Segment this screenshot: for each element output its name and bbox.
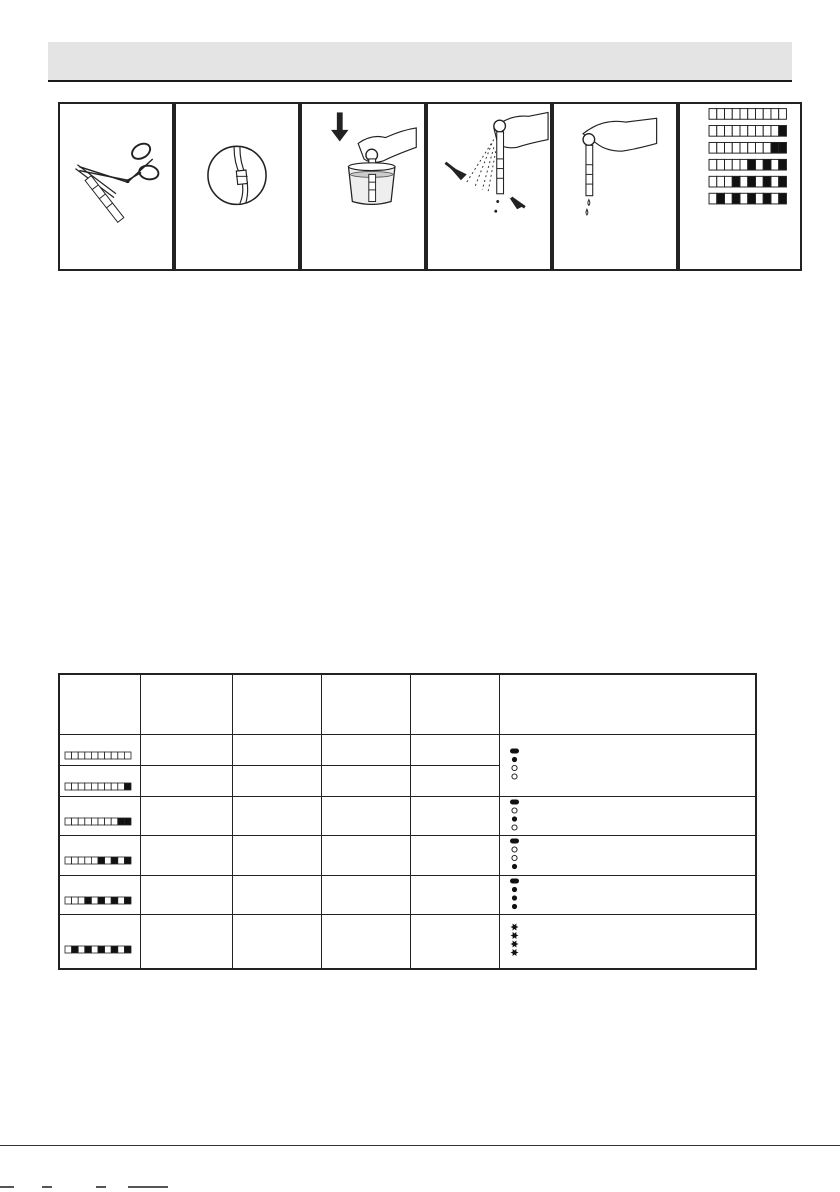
chart-key-strip [709, 109, 786, 120]
scissors-and-strip-icon [60, 104, 172, 269]
step-4-panel [426, 102, 552, 271]
value-cell [233, 835, 322, 875]
table-header-cell [322, 674, 411, 734]
crop-marks [0, 1186, 200, 1192]
value-cell [322, 796, 411, 835]
value-cell [141, 835, 233, 875]
test-strip-icon [64, 896, 132, 906]
indicator-lights-icon [506, 837, 526, 873]
step-1-panel [58, 102, 174, 271]
test-strip-icon [64, 782, 132, 792]
indicator-cell [500, 875, 757, 914]
chart-key-strip [709, 193, 786, 204]
value-cell [322, 835, 411, 875]
chart-key-strip [709, 142, 786, 153]
water-hardness-table [58, 673, 757, 970]
table-header-cell [233, 674, 322, 734]
value-cell [141, 914, 233, 969]
value-cell [322, 765, 411, 796]
table-header-cell [500, 674, 757, 734]
value-cell [233, 734, 322, 765]
value-cell [411, 796, 500, 835]
value-cell [322, 875, 411, 914]
color-chart-icon [680, 104, 800, 269]
test-strip-icon [64, 856, 132, 866]
indicator-cell [500, 796, 757, 835]
footer-divider [0, 1145, 840, 1146]
value-cell [322, 734, 411, 765]
dip-strip-in-water-icon [302, 104, 424, 269]
value-cell [411, 875, 500, 914]
test-strip-icon [64, 751, 132, 761]
indicator-lights-icon [506, 923, 526, 959]
value-cell [141, 765, 233, 796]
indicator-lights-icon [506, 747, 526, 783]
chart-key-strip [709, 159, 786, 170]
table-row [59, 796, 756, 835]
strip-cell [59, 796, 141, 835]
value-cell [141, 734, 233, 765]
indicator-cell [500, 734, 757, 796]
table-header-cell [59, 674, 141, 734]
test-strip-icon [64, 817, 132, 827]
step-5-panel [552, 102, 678, 271]
table-header-cell [411, 674, 500, 734]
value-cell [411, 734, 500, 765]
instruction-strip [58, 102, 802, 273]
table-row [59, 914, 756, 969]
table-row [59, 734, 756, 765]
strip-cell [59, 875, 141, 914]
shake-strip-icon [428, 104, 550, 269]
strip-cell [59, 914, 141, 969]
page-header-bar [48, 42, 792, 82]
strip-magnifier-icon [176, 104, 298, 269]
value-cell [322, 914, 411, 969]
value-cell [233, 796, 322, 835]
step-2-panel [174, 102, 300, 271]
drip-strip-icon [554, 104, 676, 269]
step-3-panel [300, 102, 426, 271]
table-header-cell [141, 674, 233, 734]
indicator-lights-icon [506, 877, 526, 913]
strip-cell [59, 734, 141, 765]
value-cell [233, 875, 322, 914]
table-row [59, 835, 756, 875]
indicator-lights-icon [506, 798, 526, 834]
value-cell [411, 765, 500, 796]
table-row [59, 875, 756, 914]
chart-key-strip [709, 176, 786, 187]
value-cell [233, 914, 322, 969]
strip-cell [59, 835, 141, 875]
value-cell [411, 914, 500, 969]
value-cell [411, 835, 500, 875]
value-cell [141, 875, 233, 914]
chart-key-strip [709, 126, 786, 137]
indicator-cell [500, 914, 757, 969]
value-cell [233, 765, 322, 796]
step-6-panel [678, 102, 802, 271]
table-header-row [59, 674, 756, 734]
strip-cell [59, 765, 141, 796]
indicator-cell [500, 835, 757, 875]
value-cell [141, 796, 233, 835]
test-strip-icon [64, 945, 132, 955]
